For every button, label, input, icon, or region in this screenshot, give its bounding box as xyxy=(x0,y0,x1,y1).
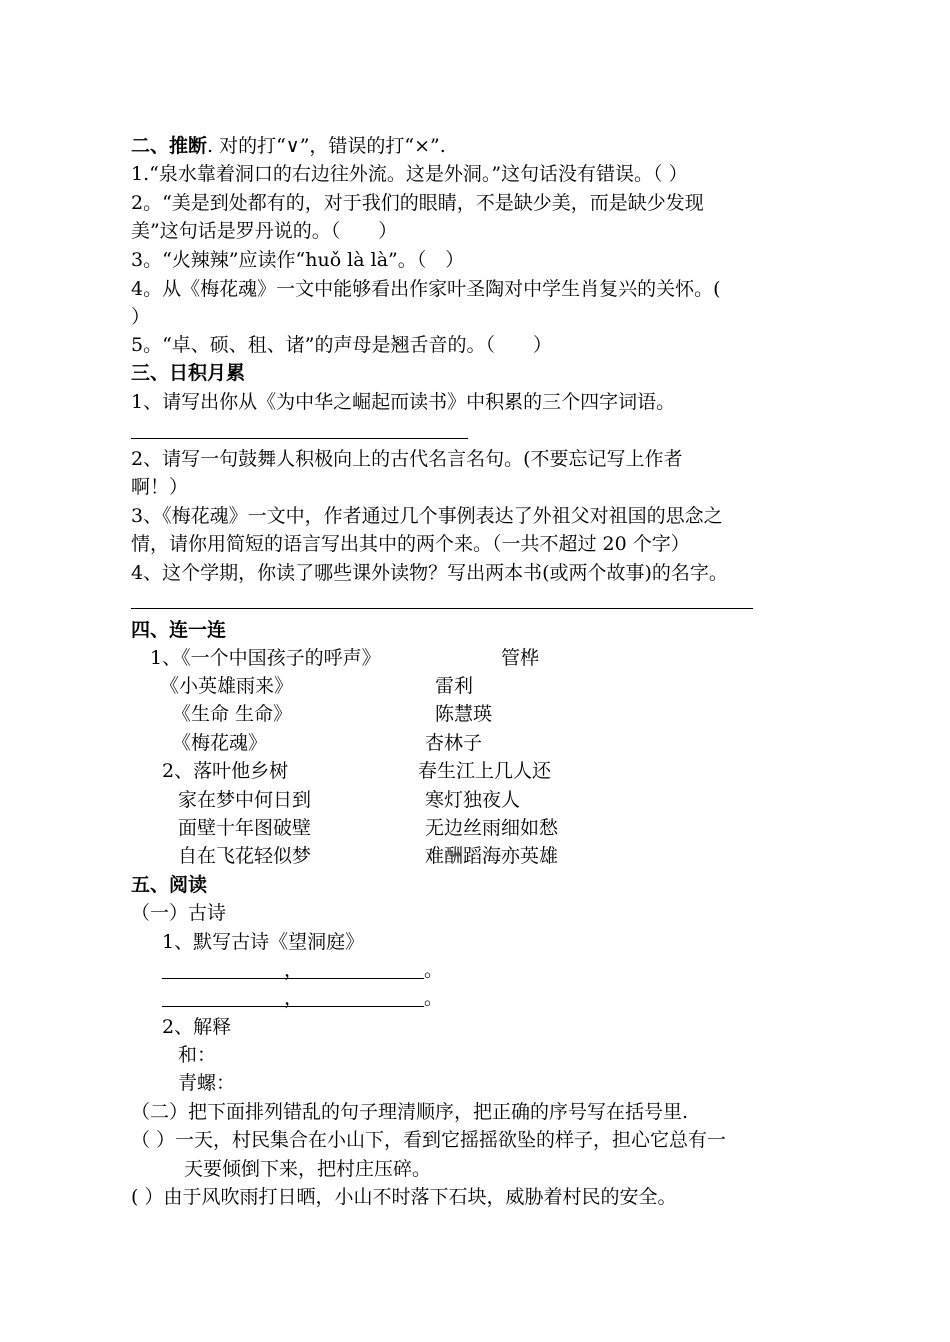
term-qingluo: 青螺： xyxy=(178,1072,236,1094)
poem-comma-1: ， xyxy=(284,959,304,981)
poem-period-2: 。 xyxy=(424,987,444,1009)
s2-question-4-line-1: 4。从《梅花魂》一文中能够看出作家叶圣陶对中学生肖复兴的关怀。( xyxy=(131,278,721,300)
match-left-2: 《小英雄雨来》 xyxy=(160,675,294,697)
poem-comma-2: ， xyxy=(284,987,304,1009)
part-2-title: （二）把下面排列错乱的句子理清顺序，把正确的序号写在括号里. xyxy=(131,1101,689,1123)
match-right-4: 杏林子 xyxy=(425,732,483,754)
section-2-heading xyxy=(131,132,446,160)
s2-question-2-line-1: 2。“美是到处都有的，对于我们的眼睛，不是缺少美，而是缺少发现 xyxy=(131,192,704,214)
match-left-4: 《梅花魂》 xyxy=(172,732,268,754)
s3-question-1: 1、请写出你从《为中华之崛起而读书》中积累的三个四字词语。 xyxy=(131,391,676,413)
match-left-3: 《生命 生命》 xyxy=(172,703,293,725)
match-left-7: 面壁十年图破壁 xyxy=(178,817,312,839)
sentence-1-line-2: 天要倾倒下来，把村庄压碎。 xyxy=(184,1158,432,1180)
term-he: 和： xyxy=(178,1044,217,1066)
s2-question-3: 3。“火辣辣”应读作“huǒ là là”。（ ） xyxy=(131,249,465,271)
section-2-title: 二、推断 xyxy=(131,135,208,157)
part-1-title: （一）古诗 xyxy=(131,902,227,924)
s2-question-5: 5。“卓、硕、租、诸”的声母是翘舌音的。（ ） xyxy=(131,334,553,356)
match-right-7: 无边丝雨细如愁 xyxy=(425,817,559,839)
match-left-5: 2、落叶他乡树 xyxy=(162,760,289,782)
s2-question-4-line-2: ） xyxy=(131,306,151,328)
answer-line-2[interactable] xyxy=(131,608,753,609)
section-2-instruction: . 对的打“∨”，错误的打“×”. xyxy=(207,135,446,157)
s3-question-3-line-1: 3、《梅花魂》一文中，作者通过几个事例表达了外祖父对祖国的思念之 xyxy=(131,505,723,527)
section-5-title: 五、阅读 xyxy=(131,874,208,896)
s2-question-1: 1.“泉水靠着洞口的右边往外流。这是外洞。”这句话没有错误。（ ） xyxy=(131,163,688,185)
section-4-title: 四、连一连 xyxy=(131,619,227,641)
s3-question-3-line-2: 情，请你用简短的语言写出其中的两个来。（一共不超过 20 个字） xyxy=(131,533,690,555)
match-right-3: 陈慧瑛 xyxy=(435,703,493,725)
match-right-6: 寒灯独夜人 xyxy=(425,789,521,811)
s3-question-4: 4、这个学期，你读了哪些课外读物？写出两本书(或两个故事)的名字。 xyxy=(131,562,728,584)
s2-question-2-line-2: 美”这句话是罗丹说的。（ ） xyxy=(131,220,398,242)
sentence-2: ( ）由于风吹雨打日晒，小山不时落下石块，威胁着村民的安全。 xyxy=(131,1186,677,1208)
answer-line-1[interactable] xyxy=(131,438,468,439)
match-right-2: 雷利 xyxy=(435,675,474,697)
section-3-title: 三、日积月累 xyxy=(131,362,246,384)
sentence-1-line-1: （ ）一天，村民集合在小山下，看到它摇摇欲坠的样子，担心它总有一 xyxy=(131,1129,727,1151)
match-left-8: 自在飞花轻似梦 xyxy=(178,845,312,867)
poem-period-1: 。 xyxy=(424,959,444,981)
match-right-1: 管桦 xyxy=(501,647,540,669)
s3-question-2-line-1: 2、请写一句鼓舞人积极向上的古代名言名句。(不要忘记写上作者 xyxy=(131,448,683,470)
match-left-6: 家在梦中何日到 xyxy=(178,789,312,811)
part-1-question-2: 2、解释 xyxy=(162,1016,232,1038)
part-1-question-1: 1、默写古诗《望洞庭》 xyxy=(162,931,365,953)
match-right-8: 难酬蹈海亦英雄 xyxy=(425,845,559,867)
s3-question-2-line-2: 啊！） xyxy=(131,476,189,498)
match-right-5: 春生江上几人还 xyxy=(418,760,552,782)
match-left-1: 1、《一个中国孩子的呼声》 xyxy=(150,647,381,669)
